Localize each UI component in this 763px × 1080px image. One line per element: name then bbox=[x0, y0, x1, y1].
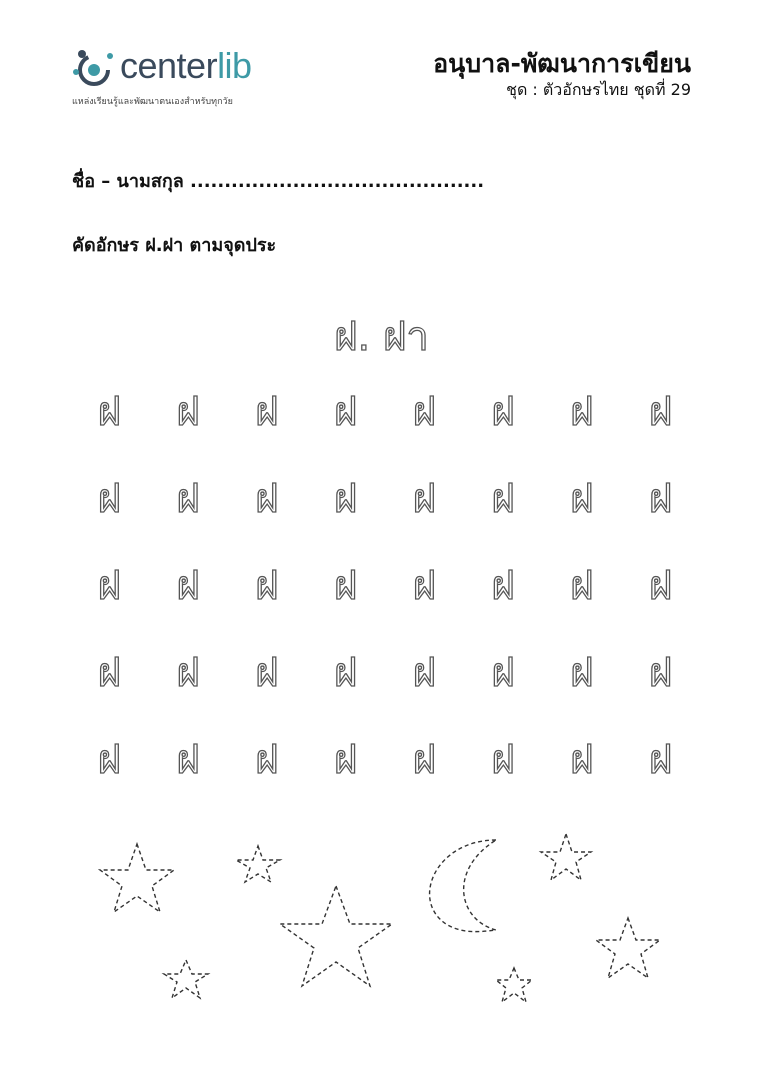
trace-letter: ฝ bbox=[412, 476, 437, 522]
trace-letter: ฝ bbox=[333, 737, 358, 783]
trace-letter: ฝ bbox=[648, 476, 673, 522]
star-icon bbox=[164, 960, 208, 998]
trace-letter: ฝ bbox=[648, 563, 673, 609]
moon-icon bbox=[430, 840, 496, 932]
trace-letter: ฝ bbox=[97, 389, 122, 435]
star-icon bbox=[496, 968, 532, 1002]
trace-letter: ฝ bbox=[176, 737, 200, 783]
page-subtitle: ชุด : ตัวอักษรไทย ชุดที่ 29 bbox=[506, 80, 691, 99]
trace-letter: ฝ bbox=[97, 476, 122, 522]
trace-letter: ฝ bbox=[570, 389, 594, 435]
trace-letter: ฝ bbox=[255, 563, 279, 609]
trace-letter: ฝ bbox=[570, 737, 594, 783]
trace-word: ฝ. ฝา bbox=[334, 314, 429, 360]
trace-letter: ฝ bbox=[255, 737, 279, 783]
instruction-text: คัดอักษร ฝ.ฝา ตามจุดประ bbox=[72, 235, 277, 256]
trace-letter: ฝ bbox=[412, 737, 437, 783]
trace-letter: ฝ bbox=[255, 650, 279, 696]
trace-letter: ฝ bbox=[333, 389, 358, 435]
worksheet-heading bbox=[433, 48, 691, 100]
trace-letter: ฝ bbox=[333, 563, 358, 609]
star-icon bbox=[100, 844, 174, 912]
trace-letter: ฝ bbox=[176, 389, 200, 435]
trace-letter: ฝ bbox=[412, 563, 437, 609]
star-icon bbox=[236, 846, 280, 882]
trace-letter: ฝ bbox=[97, 563, 122, 609]
trace-letter: ฝ bbox=[570, 650, 594, 696]
trace-letter: ฝ bbox=[255, 476, 279, 522]
trace-letter: ฝ bbox=[491, 650, 515, 696]
trace-letter: ฝ bbox=[570, 563, 594, 609]
trace-letter: ฝ bbox=[648, 650, 673, 696]
trace-letter: ฝ bbox=[491, 476, 515, 522]
star-icon bbox=[280, 886, 392, 986]
decoration-area bbox=[0, 820, 763, 1020]
logo bbox=[70, 40, 300, 110]
trace-letter: ฝ bbox=[255, 389, 279, 435]
trace-letter: ฝ bbox=[412, 650, 437, 696]
trace-letter: ฝ bbox=[176, 650, 200, 696]
page-title: อนุบาล-พัฒนาการเขียน bbox=[433, 49, 691, 78]
trace-letter: ฝ bbox=[570, 476, 594, 522]
logo-tagline: แหล่งเรียนรู้และพัฒนาตนเองสำหรับทุกวัย bbox=[72, 97, 233, 107]
star-icon bbox=[541, 834, 591, 880]
trace-letter: ฝ bbox=[491, 563, 515, 609]
trace-letter: ฝ bbox=[333, 650, 358, 696]
trace-letter: ฝ bbox=[333, 476, 358, 522]
trace-letter: ฝ bbox=[412, 389, 437, 435]
centerlib-logo-icon bbox=[70, 44, 118, 92]
trace-letter: ฝ bbox=[491, 389, 515, 435]
trace-letter: ฝ bbox=[648, 737, 673, 783]
trace-letter: ฝ bbox=[491, 737, 515, 783]
trace-letter: ฝ bbox=[648, 389, 673, 435]
star-icon bbox=[596, 918, 660, 978]
trace-letter: ฝ bbox=[97, 737, 122, 783]
logo-wordmark: centerlib bbox=[120, 45, 252, 86]
trace-letter: ฝ bbox=[176, 563, 200, 609]
name-field: ชื่อ – นามสกุล ........................................... bbox=[72, 171, 485, 192]
trace-letter: ฝ bbox=[97, 650, 122, 696]
practice-grid bbox=[70, 385, 700, 788]
trace-letter: ฝ bbox=[176, 476, 200, 522]
